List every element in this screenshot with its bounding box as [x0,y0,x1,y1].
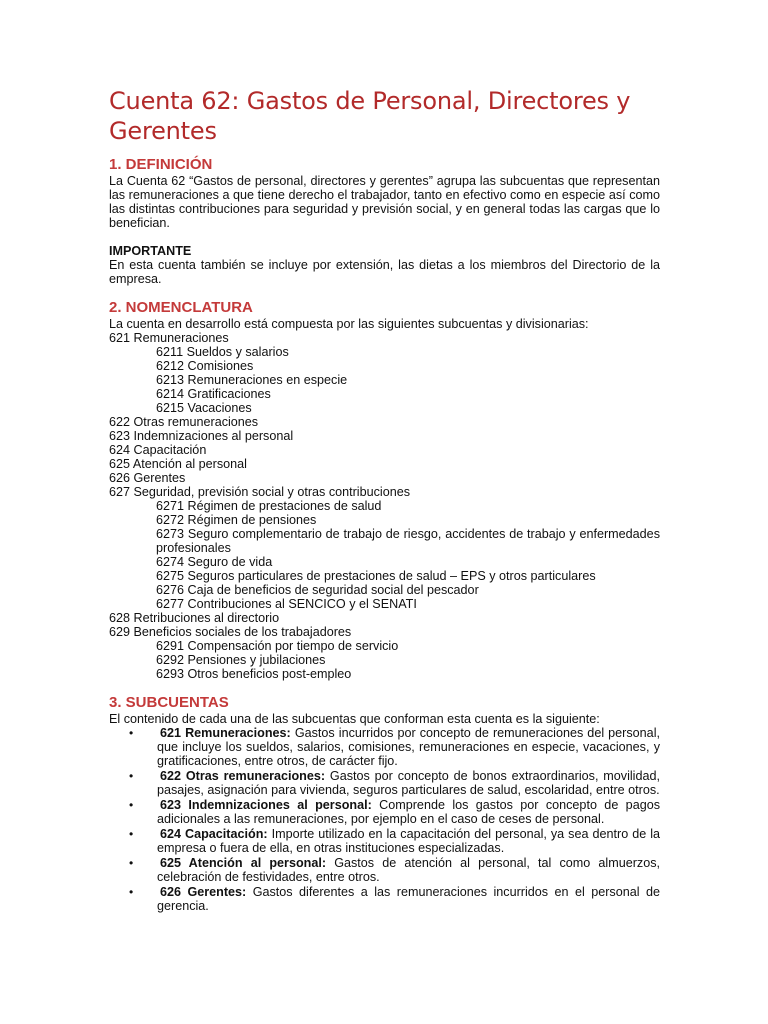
bullet-icon: • [129,769,134,783]
nomenclatura-subitem: 6213 Remuneraciones en especie [156,373,348,387]
subcuenta-text: Gastos de atención al personal, tal como almuerzos, celebración de festividades, entre otros. [157,856,661,884]
nomenclatura-subitem: 6215 Vacaciones [156,401,252,415]
subcuentas-list [109,726,660,913]
nomenclatura-item: 623 Indemnizaciones al personal [109,429,294,443]
important-paragraph: En esta cuenta también se incluye por extensión, las dietas a los miembros del Directorio de la empresa. [109,258,660,286]
subcuenta-item [109,827,660,855]
nomenclatura-subitem: 6293 Otros beneficios post-empleo [156,667,352,681]
nomenclatura-item: 626 Gerentes [109,471,186,485]
nomenclatura-item: 627 Seguridad, previsión social y otras contribuciones [109,485,411,499]
subcuenta-lead: 623 Indemnizaciones al personal: [160,798,372,812]
subcuenta-lead: 626 Gerentes: [160,885,247,899]
section-heading-definicion: 1. DEFINICIÓN [109,156,213,173]
nomenclatura-subitem: 6275 Seguros particulares de prestaciones de salud – EPS y otros particulares [156,569,596,583]
subcuenta-text: Gastos incurridos por concepto de remuneraciones del personal, que incluye los sueldos, salarios, comisiones, remuneraciones en especie, vacaciones, y gratificaciones, entre otros, de carácter fijo. [157,726,660,768]
bullet-icon: • [129,856,134,870]
subcuenta-lead: 621 Remuneraciones: [160,726,291,740]
subcuenta-item [109,769,660,797]
nomenclatura-item: 628 Retribuciones al directorio [109,611,280,625]
nomenclatura-item: 621 Remuneraciones [109,331,229,345]
subcuenta-item [109,856,660,884]
subcuenta-text: Comprende los gastos por concepto de pagos adicionales a las remuneraciones, por ejemplo en el caso de ceses de personal. [157,798,660,826]
bullet-icon: • [129,798,134,812]
nomenclatura-subitem: 6274 Seguro de vida [156,555,273,569]
bullet-icon: • [129,885,134,899]
bullet-icon: • [129,827,134,841]
nomenclatura-list [109,331,660,681]
subcuenta-lead: 622 Otras remuneraciones: [160,769,326,783]
definition-paragraph: La Cuenta 62 “Gastos de personal, directores y gerentes” agrupa las subcuentas que representan las remuneraciones a que tiene derecho el trabajador, tanto en efectivo como en especie así como las distintas contribuciones para seguridad y previsión social, y en general todas las cargas que lo benefician. [109,174,660,230]
nomenclatura-item: 622 Otras remuneraciones [109,415,259,429]
nomenclatura-subitem: 6292 Pensiones y jubilaciones [156,653,326,667]
nomenclatura-subitem: 6291 Compensación por tiempo de servicio [156,639,399,653]
section-heading-nomenclatura: 2. NOMENCLATURA [109,299,253,316]
nomenclatura-subitem: 6211 Sueldos y salarios [156,345,289,359]
nomenclatura-subitem: 6273 Seguro complementario de trabajo de riesgo, accidentes de trabajo y enfermedades profesionales [156,527,660,555]
section-heading-subcuentas: 3. SUBCUENTAS [109,694,229,711]
nomenclatura-item: 624 Capacitación [109,443,207,457]
bullet-icon: • [129,726,134,740]
nomenclatura-item: 629 Beneficios sociales de los trabajadores [109,625,352,639]
nomenclatura-subitem: 6272 Régimen de pensiones [156,513,317,527]
nomenclatura-subitem: 6276 Caja de beneficios de seguridad social del pescador [156,583,479,597]
page-title: Cuenta 62: Gastos de Personal, Directores y Gerentes [109,87,631,145]
nomenclatura-intro: La cuenta en desarrollo está compuesta por las siguientes subcuentas y divisionarias: [109,317,589,331]
nomenclatura-subitem: 6212 Comisiones [156,359,254,373]
nomenclatura-subitem: 6214 Gratificaciones [156,387,271,401]
nomenclatura-subitem: 6271 Régimen de prestaciones de salud [156,499,382,513]
subcuenta-item [109,798,660,826]
subcuenta-lead: 625 Atención al personal: [160,856,327,870]
nomenclatura-subitem: 6277 Contribuciones al SENCICO y el SENATI [156,597,417,611]
subcuenta-text: Gastos por concepto de bonos extraordinarios, movilidad, pasajes, asignación para vivienda, seguros particulares de salud, escolaridad, entre otros. [157,769,660,797]
important-label: IMPORTANTE [109,244,192,258]
subcuenta-text: Gastos diferentes a las remuneraciones incurridos en el personal de gerencia. [157,885,660,913]
subcuentas-intro: El contenido de cada una de las subcuentas que conforman esta cuenta es la siguiente: [109,712,600,726]
subcuenta-lead: 624 Capacitación: [160,827,268,841]
nomenclatura-item: 625 Atención al personal [109,457,247,471]
subcuenta-item [109,885,660,913]
subcuenta-text: Importe utilizado en la capacitación del personal, ya sea dentro de la empresa o fuera de ella, en otras instituciones especializadas. [157,827,660,855]
subcuenta-item [109,726,660,768]
